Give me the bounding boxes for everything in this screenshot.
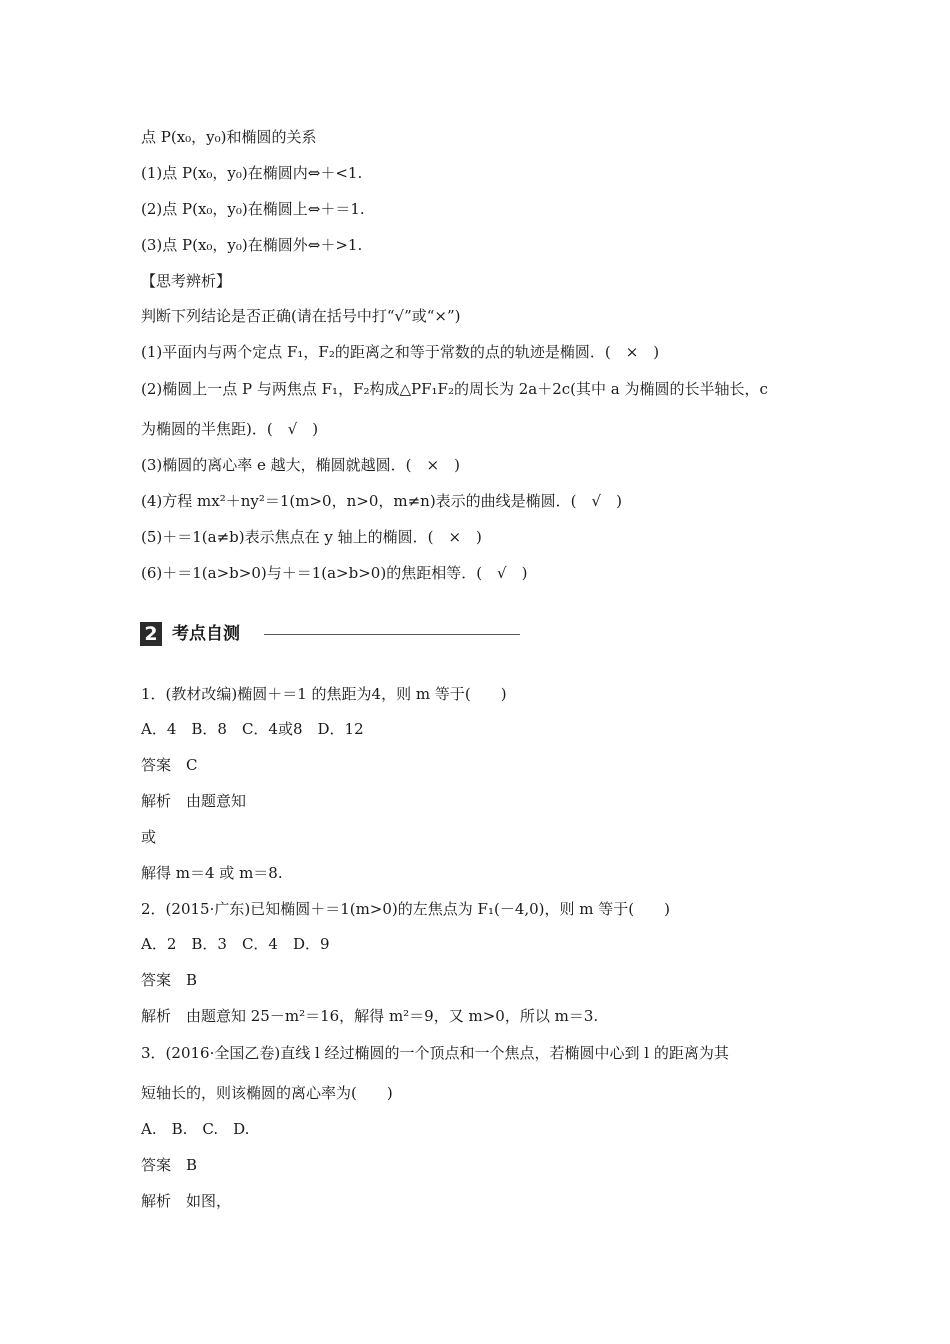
analysis-line: 解析 如图， — [141, 1192, 232, 1210]
answer-line: 答案 B — [141, 1156, 198, 1174]
question-line: 2．(2015·广东)已知椭圆＋＝1(m>0)的左焦点为 F₁(－4,0)，则 m 等于( ) — [141, 900, 670, 918]
question-line: 1．(教材改编)椭圆＋＝1 的焦距为4，则 m 等于( ) — [141, 685, 507, 703]
text-line: (1)平面内与两个定点 F₁，F₂的距离之和等于常数的点的轨迹是椭圆．( × ) — [141, 343, 660, 361]
text-line: (1)点 P(x₀，y₀)在椭圆内⇔＋<1. — [141, 164, 363, 182]
options-line: A. B. C. D. — [141, 1120, 250, 1138]
question-line: 3．(2016·全国乙卷)直线 l 经过椭圆的一个顶点和一个焦点，若椭圆中心到 l 的距离为其 — [141, 1044, 729, 1062]
text-line: (2)点 P(x₀，y₀)在椭圆上⇔＋＝1. — [141, 200, 365, 218]
section-title: 考点自测 — [172, 624, 240, 644]
text-line: 解得 m＝4 或 m＝8. — [141, 864, 283, 882]
text-line: 或 — [141, 828, 157, 846]
options-line: A．4 B．8 C．4或8 D．12 — [141, 720, 364, 738]
section-number-badge: 2 — [140, 622, 162, 646]
text-line: (5)＋＝1(a≠b)表示焦点在 y 轴上的椭圆．( × ) — [141, 528, 482, 546]
analysis-line: 解析 由题意知 — [141, 792, 247, 810]
text-line: 判断下列结论是否正确(请在括号中打“√”或“×”) — [141, 307, 461, 325]
text-line: (4)方程 mx²＋ny²＝1(m>0，n>0，m≠n)表示的曲线是椭圆．( √ ) — [141, 492, 622, 510]
text-line: (2)椭圆上一点 P 与两焦点 F₁，F₂构成△PF₁F₂的周长为 2a＋2c(其中 a 为椭圆的长半轴长，c — [141, 380, 768, 398]
text-line: (3)点 P(x₀，y₀)在椭圆外⇔＋>1. — [141, 236, 363, 254]
text-line: 短轴长的，则该椭圆的离心率为( ) — [141, 1084, 393, 1102]
text-line: 为椭圆的半焦距)．( √ ) — [141, 420, 319, 438]
section-heading: 【思考辨析】 — [141, 272, 232, 290]
options-line: A．2 B．3 C．4 D．9 — [141, 935, 330, 953]
answer-line: 答案 B — [141, 971, 198, 989]
text-line: 点 P(x₀，y₀)和椭圆的关系 — [141, 128, 317, 146]
text-line: (3)椭圆的离心率 e 越大，椭圆就越圆．( × ) — [141, 456, 460, 474]
answer-line: 答案 C — [141, 756, 198, 774]
analysis-line: 解析 由题意知 25－m²＝16，解得 m²＝9，又 m>0，所以 m＝3. — [141, 1007, 599, 1025]
section-header — [140, 622, 520, 648]
text-line: (6)＋＝1(a>b>0)与＋＝1(a>b>0)的焦距相等．( √ ) — [141, 564, 528, 582]
section-divider — [264, 634, 520, 635]
